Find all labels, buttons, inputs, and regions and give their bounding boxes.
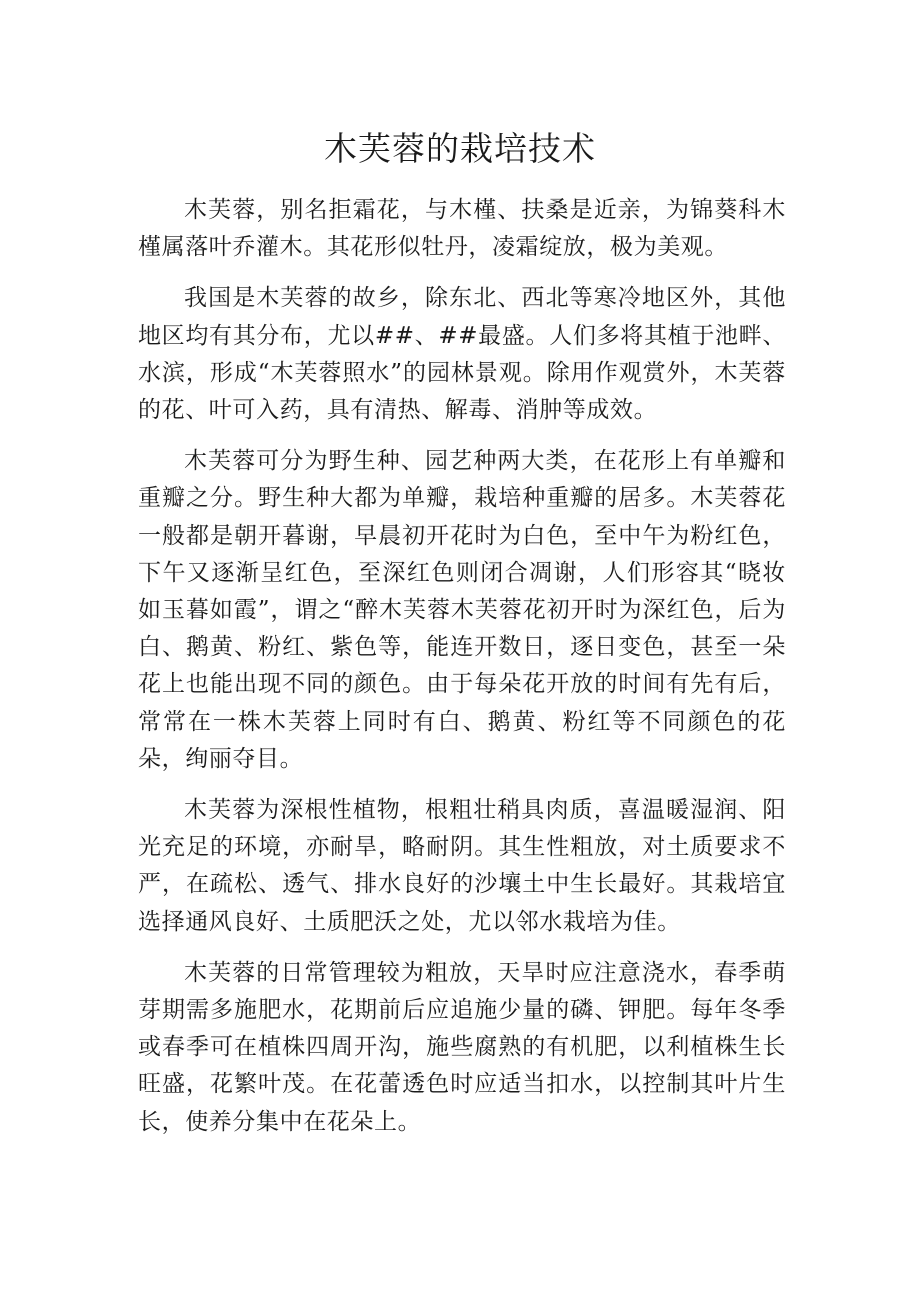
- paragraph: 木芙蓉可分为野生种、园艺种两大类，在花形上有单瓣和重瓣之分。野生种大都为单瓣，栽培种重瓣的居多。木芙蓉花一般都是朝开暮谢，早晨初开花时为白色，至中午为粉红色，下午又逐渐呈红色，至深红色则闭合凋谢，人们形容其“晓妆如玉暮如霞”，谓之“醉木芙蓉木芙蓉花初开时为深红色，后为白、鹅黄、粉红、紫色等，能连开数日，逐日变色，甚至一朵花上也能出现不同的颜色。由于每朵花开放的时间有先有后，常常在一株木芙蓉上同时有白、鹅黄、粉红等不同颜色的花朵，绚丽夺目。: [138, 448, 786, 772]
- paragraph: 我国是木芙蓉的故乡，除东北、西北等寒冷地区外，其他地区均有其分布，尤以##、##最盛。人们多将其植于池畔、水滨，形成“木芙蓉照水”的园林景观。除用作观赏外，木芙蓉的花、叶可入药，具有清热、解毒、消肿等成效。: [138, 285, 786, 424]
- document-title: 木芙蓉的栽培技术: [324, 129, 596, 168]
- paragraph: 木芙蓉，别名拒霜花，与木槿、扶桑是近亲，为锦葵科木槿属落叶乔灌木。其花形似牡丹，凌霜绽放，极为美观。: [138, 197, 786, 261]
- paragraph: 木芙蓉的日常管理较为粗放，天旱时应注意浇水，春季萌芽期需多施肥水，花期前后应追施少量的磷、钾肥。每年冬季或春季可在植株四周开沟，施些腐熟的有机肥，以利植株生长旺盛，花繁叶茂。在花蕾透色时应适当扣水，以控制其叶片生长，使养分集中在花朵上。: [138, 959, 786, 1135]
- document-body: [138, 192, 786, 1155]
- paragraph: 木芙蓉为深根性植物，根粗壮稍具肉质，喜温暖湿润、阳光充足的环境，亦耐旱，略耐阴。其生性粗放，对土质要求不严，在疏松、透气、排水良好的沙壤土中生长最好。其栽培宜选择通风良好、土质肥沃之处，尤以邻水栽培为佳。: [138, 797, 786, 935]
